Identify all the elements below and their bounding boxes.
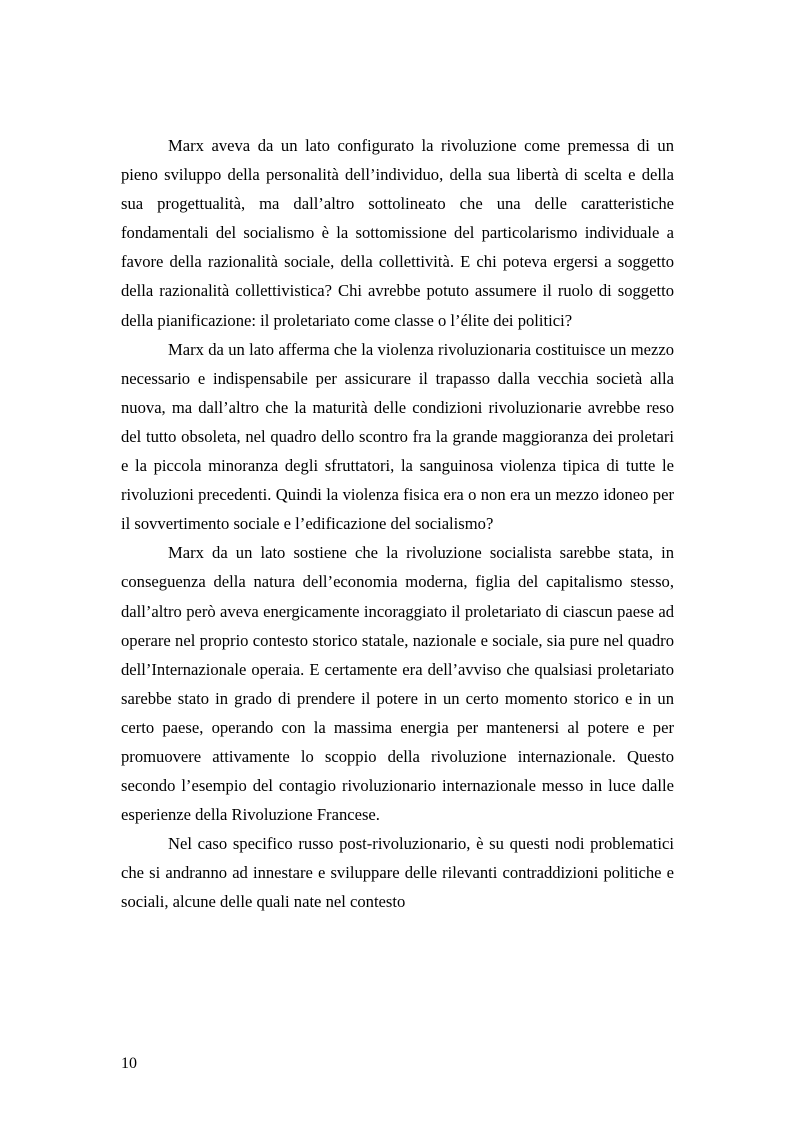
paragraph-1: Marx aveva da un lato configurato la rivoluzione come premessa di un pieno sviluppo della personalità dell’individuo, della sua libertà di scelta e della sua progettualità, ma dall’altro sottolineato che una delle caratteristiche fondamentali del socialismo è la sottomissione del particolarismo individuale a favore della razionalità sociale, della collettività. E chi poteva ergersi a soggetto della razionalità collettivistica? Chi avrebbe potuto assumere il ruolo di soggetto della pianificazione: il proletariato come classe o l’élite dei politici? [121, 136, 674, 330]
paragraph-2: Marx da un lato afferma che la violenza rivoluzionaria costituisce un mezzo necessario e indispensabile per assicurare il trapasso dalla vecchia società alla nuova, ma dall’altro che la maturità delle condizioni rivoluzionarie avrebbe reso del tutto obsoleta, nel quadro dello scontro fra la grande maggioranza dei proletari e la piccola minoranza degli sfruttatori, la sanguinosa violenza tipica di tutte le rivoluzioni precedenti. Quindi la violenza fisica era o non era un mezzo idoneo per il sovvertimento sociale e l’edificazione del socialismo? [121, 339, 674, 534]
page-number: 10 [121, 1055, 137, 1072]
body-text [121, 131, 674, 917]
paragraph-4: Nel caso specifico russo post-rivoluzionario, è su questi nodi problematici che si andranno ad innestare e sviluppare delle rilevanti contraddizioni politiche e sociali, alcune delle quali nate nel contesto [121, 834, 674, 912]
paragraph-3: Marx da un lato sostiene che la rivoluzione socialista sarebbe stata, in conseguenza della natura dell’economia moderna, figlia del capitalismo stesso, dall’altro però aveva energicamente incoraggiato il proletariato di ciascun paese ad operare nel proprio contesto storico statale, nazionale e sociale, sia pure nel quadro dell’Internazionale operaia. E certamente era dell’avviso che qualsiasi proletariato sarebbe stato in grado di prendere il potere in un certo momento storico e in un certo paese, operando con la massima energia per mantenersi al potere e per promuovere attivamente lo scoppio della rivoluzione internazionale. Questo secondo l’esempio del contagio rivoluzionario internazionale messo in luce dalle esperienze della Rivoluzione Francese. [121, 543, 674, 825]
